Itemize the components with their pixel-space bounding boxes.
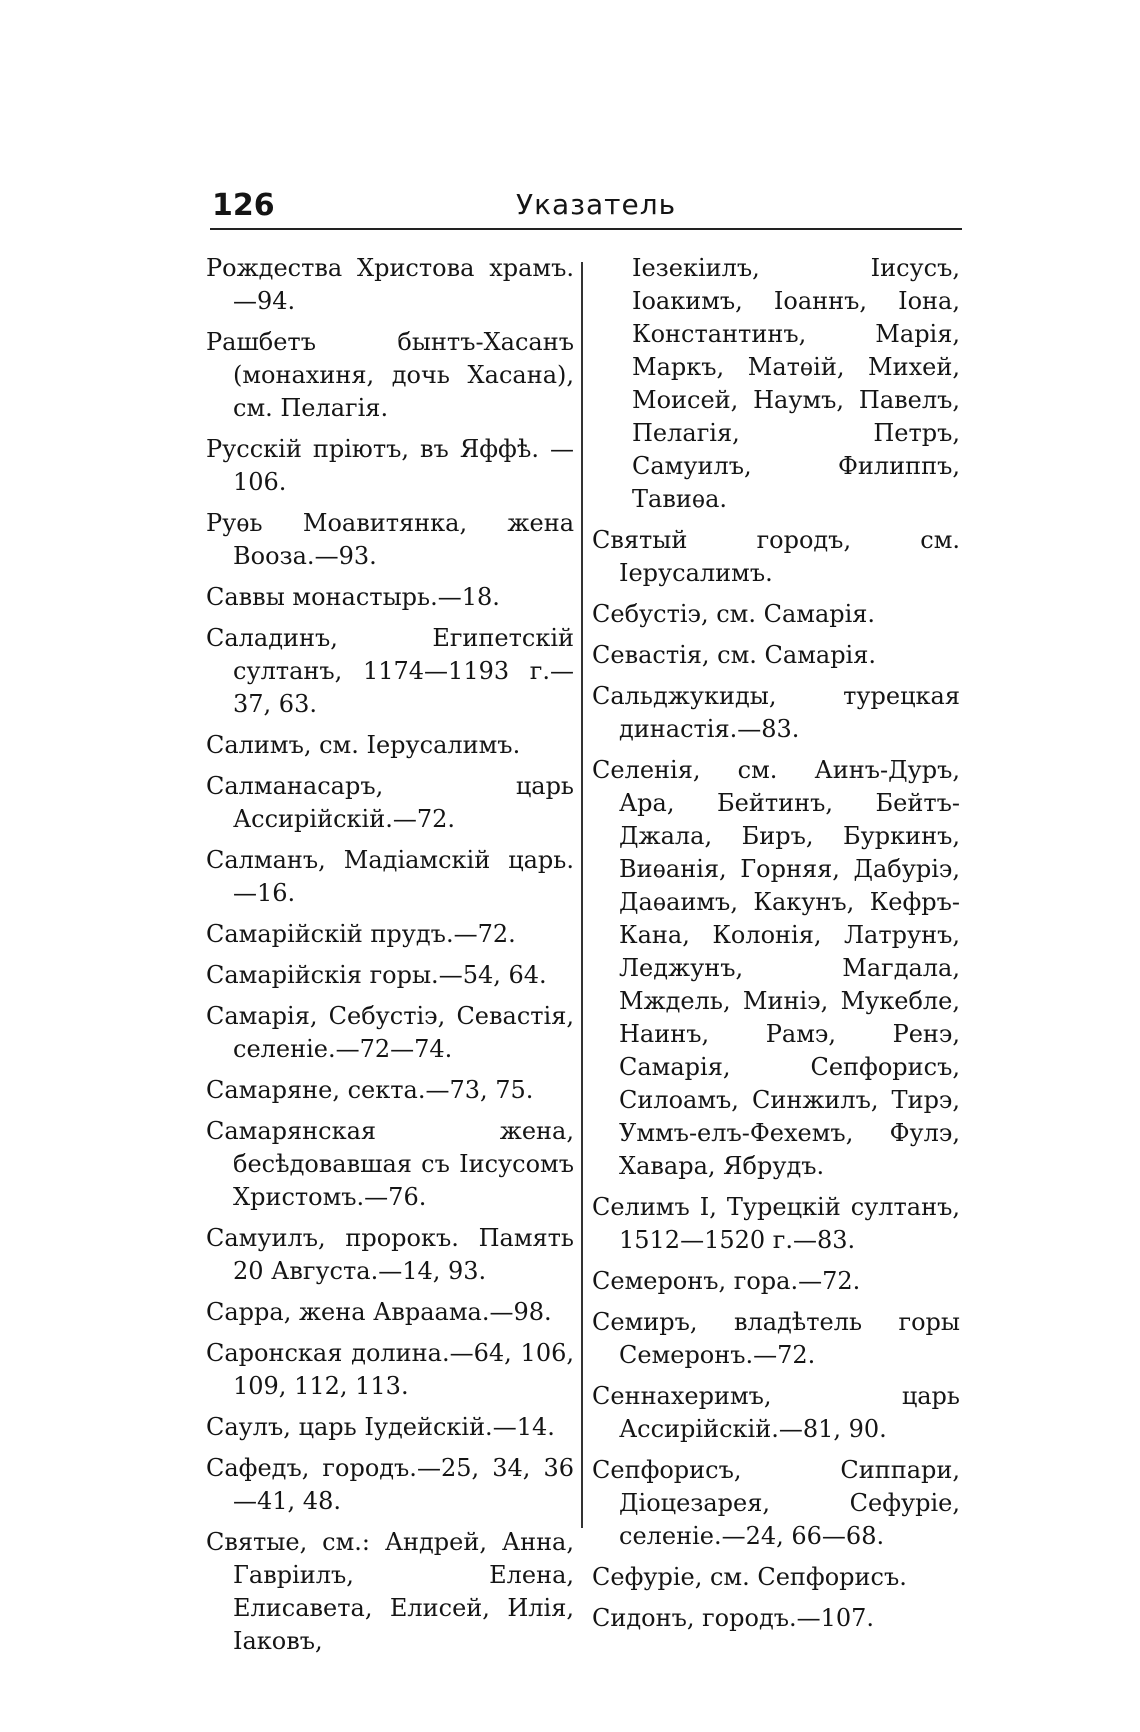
index-entry: Семиръ, владѣтель горы Семеронъ.—72. <box>592 1308 960 1369</box>
index-entry: Сепфорисъ, Сиппари, Діоцезарея, Сефуріе, селеніе.—24, 66—68. <box>592 1456 960 1550</box>
index-entry: Руѳь Моавитянка, жена Вооза.—93. <box>206 509 574 570</box>
index-entry: Святые, см.: Андрей, Анна, Гавріилъ, Елена, Елисавета, Елисей, Илія, Іаковъ, <box>206 1528 574 1655</box>
index-column-right <box>592 252 960 1643</box>
index-entry: Саулъ, царь Іудейскій.—14. <box>206 1413 555 1441</box>
index-entry: Салманъ, Мадіамскій царь.—16. <box>206 846 574 907</box>
index-entry: Семеронъ, гора.—72. <box>592 1267 861 1295</box>
index-entry: Саввы монастырь.—18. <box>206 583 500 611</box>
page-number: 126 <box>212 188 275 223</box>
index-entry: Селенія, см. Аинъ-Дуръ, Ара, Бейтинъ, Бейтъ-Джала, Биръ, Буркинъ, Виѳанія, Горняя, Дабуріэ, Даѳаимъ, Какунъ, Кефръ-Кана, Колонія, Латрунъ, Леджунъ, Магдала, Мждель, Миніэ, Мукебле, Наинъ, Рамэ, Ренэ, Самарія, Сепфорисъ, Силоамъ, Синжилъ, Тирэ, Уммъ-елъ-Фехемъ, Фулэ, Хавара, Ябрудъ. <box>592 756 960 1180</box>
index-entry: Сеннахеримъ, царь Ассирійскій.—81, 90. <box>592 1382 960 1443</box>
index-entry: Саладинъ, Египетскій султанъ, 1174—1193 г.—37, 63. <box>206 624 574 718</box>
index-entry: Самарянская жена, бесѣдовавшая съ Іисусомъ Христомъ.—76. <box>206 1117 574 1211</box>
index-entry: Сальджукиды, турецкая династія.—83. <box>592 682 960 743</box>
index-entry: Рождества Христова храмъ. —94. <box>206 254 574 315</box>
index-entry: Русскій пріютъ, въ Яффѣ. —106. <box>206 435 574 496</box>
index-entry: Севастія, см. Самарія. <box>592 641 877 669</box>
index-entry: Рашбетъ бынтъ-Хасанъ (монахиня, дочь Хасана), см. Пелагія. <box>206 328 574 422</box>
header-rule <box>210 228 962 230</box>
page-title: Указатель <box>516 188 677 221</box>
index-entry: Селимъ I, Турецкій султанъ, 1512—1520 г.—83. <box>592 1193 960 1254</box>
index-entry: Саронская долина.—64, 106, 109, 112, 113. <box>206 1339 574 1400</box>
index-entry: Самаряне, секта.—73, 75. <box>206 1076 534 1104</box>
index-entry: Салимъ, см. Іерусалимъ. <box>206 731 521 759</box>
column-divider <box>581 262 583 1528</box>
index-entry-continuation: Іезекіилъ, Іисусъ, Іоакимъ, Іоаннъ, Іона, Константинъ, Марія, Маркъ, Матѳій, Михей, Моисей, Наумъ, Павелъ, Пелагія, Петръ, Самуилъ, Филиппъ, Тавиѳа. <box>632 254 960 513</box>
index-column-left <box>206 252 574 1666</box>
index-entry: Сефуріе, см. Сепфорисъ. <box>592 1563 907 1591</box>
index-entry: Святый городъ, см. Іерусалимъ. <box>592 526 960 587</box>
index-entry: Себустіэ, см. Самарія. <box>592 600 876 628</box>
index-entry: Сидонъ, городъ.—107. <box>592 1604 875 1632</box>
index-entry: Самарійскія горы.—54, 64. <box>206 961 547 989</box>
index-entry: Салманасаръ, царь Ассирійскій.—72. <box>206 772 574 833</box>
index-entry: Самарія, Себустіэ, Севастія, селеніе.—72—74. <box>206 1002 574 1063</box>
index-entry: Самарійскій прудъ.—72. <box>206 920 516 948</box>
index-entry: Самуилъ, пророкъ. Память 20 Августа.—14, 93. <box>206 1224 574 1285</box>
index-entry: Сафедъ, городъ.—25, 34, 36—41, 48. <box>206 1454 574 1515</box>
index-entry: Сарра, жена Авраама.—98. <box>206 1298 552 1326</box>
